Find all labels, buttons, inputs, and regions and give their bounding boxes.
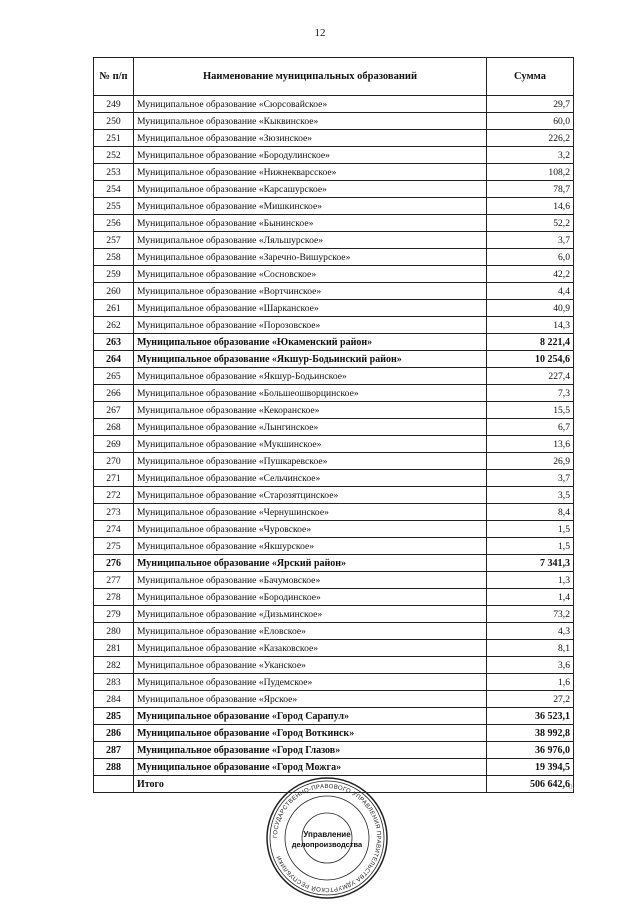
- row-sum: 8 221,4: [487, 334, 574, 351]
- row-sum: 27,2: [487, 691, 574, 708]
- header-sum: Сумма: [487, 58, 574, 96]
- table-row: [94, 300, 574, 317]
- row-sum: 1,5: [487, 521, 574, 538]
- row-number: 277: [94, 572, 134, 589]
- table-row: [94, 640, 574, 657]
- row-number: 262: [94, 317, 134, 334]
- table-row: [94, 538, 574, 555]
- row-sum: 14,6: [487, 198, 574, 215]
- row-number: 254: [94, 181, 134, 198]
- table-row: [94, 742, 574, 759]
- row-number: 255: [94, 198, 134, 215]
- allocation-table: [93, 57, 574, 793]
- row-sum: 40,9: [487, 300, 574, 317]
- table-row: [94, 436, 574, 453]
- row-name: Муниципальное образование «Якшурское»: [134, 538, 487, 555]
- row-number: 276: [94, 555, 134, 572]
- row-name: Муниципальное образование «Еловское»: [134, 623, 487, 640]
- table-row: [94, 759, 574, 776]
- row-sum: 3,7: [487, 470, 574, 487]
- row-sum: 7,3: [487, 385, 574, 402]
- row-sum: 4,3: [487, 623, 574, 640]
- total-sum: 506 642,6: [487, 776, 574, 793]
- page-number: 12: [314, 27, 326, 39]
- row-sum: 6,0: [487, 249, 574, 266]
- row-number: 268: [94, 419, 134, 436]
- row-name: Муниципальное образование «Казаковское»: [134, 640, 487, 657]
- row-number: 275: [94, 538, 134, 555]
- row-name: Муниципальное образование «Сельчинское»: [134, 470, 487, 487]
- official-stamp: [265, 776, 389, 900]
- row-number: 279: [94, 606, 134, 623]
- row-name: Муниципальное образование «Большеошворцинское»: [134, 385, 487, 402]
- row-number: 282: [94, 657, 134, 674]
- table-row: [94, 674, 574, 691]
- table-row: [94, 334, 574, 351]
- row-name: Муниципальное образование «Карсашурское»: [134, 181, 487, 198]
- row-sum: 73,2: [487, 606, 574, 623]
- row-name: Муниципальное образование «Зюзинское»: [134, 130, 487, 147]
- row-number: 251: [94, 130, 134, 147]
- row-sum: 227,4: [487, 368, 574, 385]
- table-row: [94, 215, 574, 232]
- row-sum: 15,5: [487, 402, 574, 419]
- row-number: 260: [94, 283, 134, 300]
- total-label: Итого: [134, 776, 487, 793]
- table-row: [94, 249, 574, 266]
- row-sum: 13,6: [487, 436, 574, 453]
- row-name: Муниципальное образование «Город Глазов»: [134, 742, 487, 759]
- row-sum: 3,6: [487, 657, 574, 674]
- header-name: Наименование муниципальных образований: [134, 58, 487, 96]
- row-sum: 52,2: [487, 215, 574, 232]
- margin-mark: 0.: [569, 783, 575, 791]
- row-number: 256: [94, 215, 134, 232]
- table-row: [94, 487, 574, 504]
- row-sum: 7 341,3: [487, 555, 574, 572]
- row-number: 284: [94, 691, 134, 708]
- row-number: 288: [94, 759, 134, 776]
- row-number: 272: [94, 487, 134, 504]
- row-name: Муниципальное образование «Город Воткинск»: [134, 725, 487, 742]
- row-sum: 1,5: [487, 538, 574, 555]
- table-row: [94, 164, 574, 181]
- row-name: Муниципальное образование «Бынинское»: [134, 215, 487, 232]
- row-name: Муниципальное образование «Чуровское»: [134, 521, 487, 538]
- row-name: Муниципальное образование «Нижнекварсское»: [134, 164, 487, 181]
- table-header-row: [94, 58, 574, 96]
- row-sum: 1,4: [487, 589, 574, 606]
- table-row: [94, 113, 574, 130]
- row-sum: 60,0: [487, 113, 574, 130]
- table-row: [94, 606, 574, 623]
- row-name: Муниципальное образование «Мишкинское»: [134, 198, 487, 215]
- row-name: Муниципальное образование «Вортчинское»: [134, 283, 487, 300]
- row-sum: 3,7: [487, 232, 574, 249]
- row-name: Муниципальное образование «Бородинское»: [134, 589, 487, 606]
- row-sum: 26,9: [487, 453, 574, 470]
- row-name: Муниципальное образование «Пушкаревское»: [134, 453, 487, 470]
- row-name: Муниципальное образование «Город Сарапул»: [134, 708, 487, 725]
- row-number: 271: [94, 470, 134, 487]
- row-number: 264: [94, 351, 134, 368]
- row-number: 261: [94, 300, 134, 317]
- row-number: 269: [94, 436, 134, 453]
- row-sum: 4,4: [487, 283, 574, 300]
- table-row: [94, 232, 574, 249]
- table-row: [94, 198, 574, 215]
- row-name: Муниципальное образование «Город Можга»: [134, 759, 487, 776]
- row-number: 285: [94, 708, 134, 725]
- table-row: [94, 419, 574, 436]
- row-number: 267: [94, 402, 134, 419]
- row-name: Муниципальное образование «Лынгинское»: [134, 419, 487, 436]
- row-name: Муниципальное образование «Сюрсовайское»: [134, 96, 487, 113]
- row-name: Муниципальное образование «Сосновское»: [134, 266, 487, 283]
- row-number: 266: [94, 385, 134, 402]
- table-body: [94, 96, 574, 776]
- row-number: 257: [94, 232, 134, 249]
- table-row: [94, 572, 574, 589]
- row-sum: 10 254,6: [487, 351, 574, 368]
- row-name: Муниципальное образование «Бачумовское»: [134, 572, 487, 589]
- row-name: Муниципальное образование «Ярское»: [134, 691, 487, 708]
- stamp-center-text-2: делопроизводства: [291, 840, 363, 849]
- row-sum: 29,7: [487, 96, 574, 113]
- row-sum: 78,7: [487, 181, 574, 198]
- stamp-ring-text: ГОСУДАРСТВЕННО-ПРАВОВОГО УПРАВЛЕНИЯ ПРАВИТЕЛЬСТВА УДМУРТСКОЙ РЕСПУБЛИКИ: [272, 783, 382, 893]
- row-sum: 1,6: [487, 674, 574, 691]
- row-number: 263: [94, 334, 134, 351]
- stamp-center-text-1: Управление: [303, 830, 351, 839]
- table-row: [94, 402, 574, 419]
- row-name: Муниципальное образование «Дизьминское»: [134, 606, 487, 623]
- row-name: Муниципальное образование «Порозовское»: [134, 317, 487, 334]
- row-number: 265: [94, 368, 134, 385]
- table-row: [94, 351, 574, 368]
- row-number: 253: [94, 164, 134, 181]
- table-row: [94, 130, 574, 147]
- row-sum: 36 976,0: [487, 742, 574, 759]
- table-row: [94, 181, 574, 198]
- total-number-cell: [94, 776, 134, 793]
- row-number: 278: [94, 589, 134, 606]
- table-row: [94, 504, 574, 521]
- row-name: Муниципальное образование «Мукшинское»: [134, 436, 487, 453]
- row-sum: 226,2: [487, 130, 574, 147]
- row-number: 287: [94, 742, 134, 759]
- row-number: 286: [94, 725, 134, 742]
- row-sum: 1,3: [487, 572, 574, 589]
- row-number: 274: [94, 521, 134, 538]
- row-number: 280: [94, 623, 134, 640]
- row-sum: 3,2: [487, 147, 574, 164]
- table-row: [94, 266, 574, 283]
- row-number: 270: [94, 453, 134, 470]
- table-row: [94, 385, 574, 402]
- row-sum: 19 394,5: [487, 759, 574, 776]
- row-name: Муниципальное образование «Чернушинское»: [134, 504, 487, 521]
- table-row: [94, 708, 574, 725]
- row-number: 273: [94, 504, 134, 521]
- row-sum: 3,5: [487, 487, 574, 504]
- row-number: 259: [94, 266, 134, 283]
- row-sum: 108,2: [487, 164, 574, 181]
- row-name: Муниципальное образование «Шарканское»: [134, 300, 487, 317]
- row-sum: 8,4: [487, 504, 574, 521]
- row-sum: 6,7: [487, 419, 574, 436]
- row-number: 258: [94, 249, 134, 266]
- row-name: Муниципальное образование «Кыквинское»: [134, 113, 487, 130]
- table-row: [94, 521, 574, 538]
- row-name: Муниципальное образование «Юкаменский район»: [134, 334, 487, 351]
- row-name: Муниципальное образование «Ляльшурское»: [134, 232, 487, 249]
- table-row: [94, 657, 574, 674]
- table-row: [94, 725, 574, 742]
- table-row: [94, 453, 574, 470]
- table-row: [94, 283, 574, 300]
- row-name: Муниципальное образование «Якшур-Бодьинский район»: [134, 351, 487, 368]
- row-name: Муниципальное образование «Старозятцинское»: [134, 487, 487, 504]
- row-number: 249: [94, 96, 134, 113]
- row-name: Муниципальное образование «Кекоранское»: [134, 402, 487, 419]
- table-row: [94, 96, 574, 113]
- row-name: Муниципальное образование «Бородулинское»: [134, 147, 487, 164]
- table-row: [94, 470, 574, 487]
- row-sum: 8,1: [487, 640, 574, 657]
- row-sum: 14,3: [487, 317, 574, 334]
- row-name: Муниципальное образование «Заречно-Вишурское»: [134, 249, 487, 266]
- row-name: Муниципальное образование «Уканское»: [134, 657, 487, 674]
- row-number: 252: [94, 147, 134, 164]
- table-row: [94, 317, 574, 334]
- row-sum: 36 523,1: [487, 708, 574, 725]
- table-row: [94, 368, 574, 385]
- table-row: [94, 623, 574, 640]
- row-number: 250: [94, 113, 134, 130]
- header-number: № п/п: [94, 58, 134, 96]
- table-row: [94, 691, 574, 708]
- row-sum: 38 992,8: [487, 725, 574, 742]
- row-number: 283: [94, 674, 134, 691]
- row-name: Муниципальное образование «Ярский район»: [134, 555, 487, 572]
- row-name: Муниципальное образование «Якшур-Бодьинское»: [134, 368, 487, 385]
- row-sum: 42,2: [487, 266, 574, 283]
- table-row: [94, 589, 574, 606]
- row-name: Муниципальное образование «Пудемское»: [134, 674, 487, 691]
- row-number: 281: [94, 640, 134, 657]
- table-row: [94, 147, 574, 164]
- table-row: [94, 555, 574, 572]
